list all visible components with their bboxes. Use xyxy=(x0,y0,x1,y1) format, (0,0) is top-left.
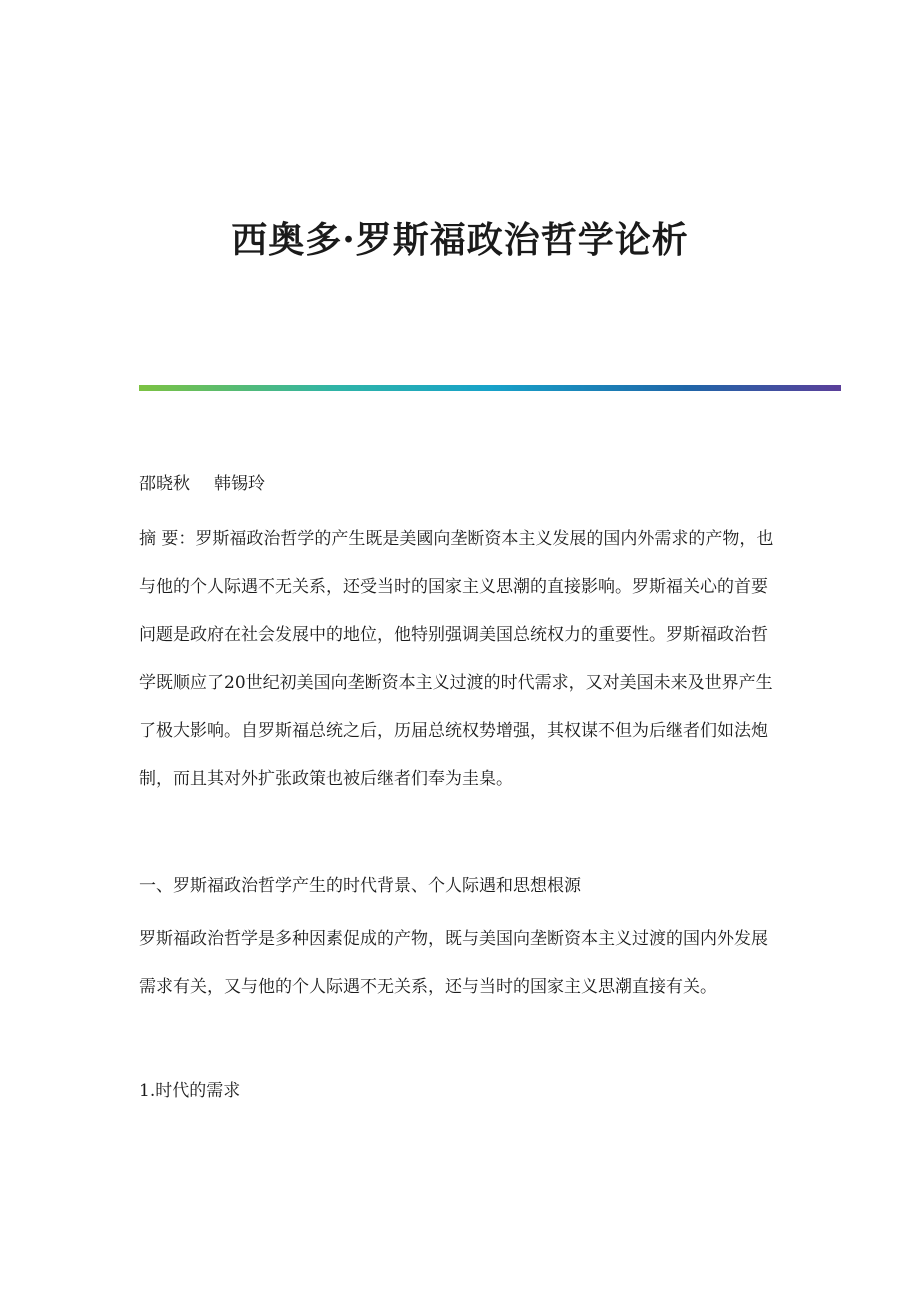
author-name: 邵晓秋 xyxy=(139,474,190,494)
subsection-heading: 1.时代的需求 xyxy=(139,1081,241,1101)
abstract-label: 摘 要： xyxy=(139,529,196,549)
title-divider xyxy=(139,385,841,391)
section-heading: 一、罗斯福政治哲学产生的时代背景、个人际遇和思想根源 xyxy=(139,876,581,896)
authors-line xyxy=(139,460,779,508)
body-paragraph: 罗斯福政治哲学是多种因素促成的产物，既与美国向垄断资本主义过渡的国内外发展需求有关，又与他的个人际遇不无关系，还与当时的国家主义思潮直接有关。 xyxy=(139,929,768,997)
author-name: 韩锡玲 xyxy=(214,474,265,494)
abstract-paragraph xyxy=(139,515,779,803)
abstract-text: 罗斯福政治哲学的产生既是美國向垄断资本主义发展的国内外需求的产物，也与他的个人际遇不无关系，还受当时的国家主义思潮的直接影响。罗斯福关心的首要问题是政府在社会发展中的地位，他特别强调美国总统权力的重要性。罗斯福政治哲学既顺应了20世纪初美国向垄断资本主义过渡的时代需求，又对美国未来及世界产生了极大影响。自罗斯福总统之后，历届总统权势增强，其权谋不但为后继者们如法炮制，而且其对外扩张政策也被后继者们奉为圭臬。 xyxy=(139,529,774,789)
document-title: 西奥多·罗斯福政治哲学论析 xyxy=(231,219,689,261)
